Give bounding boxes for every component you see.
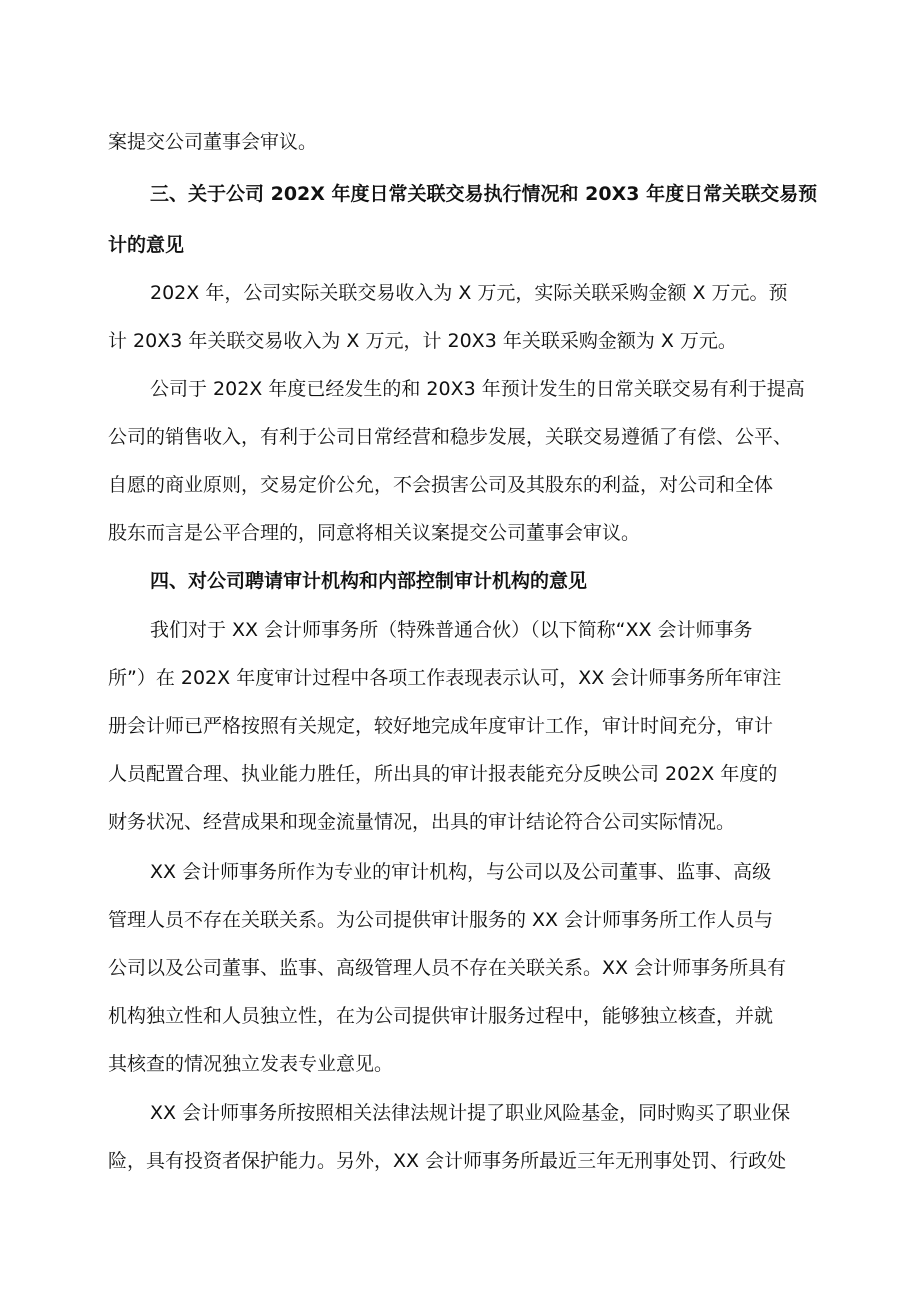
text-line: 股东而言是公平合理的，同意将相关议案提交公司董事会审议。 — [108, 522, 641, 544]
text-line: 公司于 202X 年度已经发生的和 20X3 年预计发生的日常关联交易有利于提高 — [150, 378, 805, 400]
text-line: 我们对于 XX 会计师事务所（特殊普通合伙）（以下简称“XX 会计师事务 — [150, 619, 753, 641]
text-line: XX 会计师事务所作为专业的审计机构，与公司以及公司董事、监事、高级 — [150, 861, 772, 883]
text-line: 计 20X3 年关联交易收入为 X 万元，计 20X3 年关联采购金额为 X 万元。 — [108, 330, 737, 352]
text-line: 案提交公司董事会审议。 — [108, 131, 318, 153]
section-heading-4: 四、对公司聘请审计机构和内部控制审计机构的意见 — [150, 570, 588, 592]
text-line: XX 会计师事务所按照相关法律法规计提了职业风险基金，同时购买了职业保 — [150, 1102, 791, 1124]
text-line: 公司以及公司董事、监事、高级管理人员不存在关联关系。XX 会计师事务所具有 — [108, 957, 787, 979]
section-heading-3-continued: 计的意见 — [108, 234, 185, 256]
text-line: 202X 年，公司实际关联交易收入为 X 万元，实际关联采购金额 X 万元。预 — [150, 282, 788, 304]
text-line: 册会计师已严格按照有关规定，较好地完成年度审计工作，审计时间充分，审计 — [108, 715, 774, 737]
text-line: 公司的销售收入，有利于公司日常经营和稳步发展，关联交易遵循了有偿、公平、 — [108, 426, 793, 448]
text-line: 险，具有投资者保护能力。另外，XX 会计师事务所最近三年无刑事处罚、行政处 — [108, 1150, 787, 1172]
text-line: 机构独立性和人员独立性，在为公司提供审计服务过程中，能够独立核查，并就 — [108, 1005, 774, 1027]
text-line: 财务状况、经营成果和现金流量情况，出具的审计结论符合公司实际情况。 — [108, 811, 736, 833]
text-line: 其核查的情况独立发表专业意见。 — [108, 1053, 394, 1075]
text-line: 自愿的商业原则，交易定价公允，不会损害公司及其股东的利益，对公司和全体 — [108, 474, 774, 496]
section-heading-3: 三、关于公司 202X 年度日常关联交易执行情况和 20X3 年度日常关联交易预 — [150, 183, 818, 205]
text-line: 人员配置合理、执业能力胜任，所出具的审计报表能充分反映公司 202X 年度的 — [108, 763, 778, 785]
text-line: 所”）在 202X 年度审计过程中各项工作表现表示认可，XX 会计师事务所年审注 — [108, 667, 782, 689]
text-line: 管理人员不存在关联关系。为公司提供审计服务的 XX 会计师事务所工作人员与 — [108, 909, 774, 931]
